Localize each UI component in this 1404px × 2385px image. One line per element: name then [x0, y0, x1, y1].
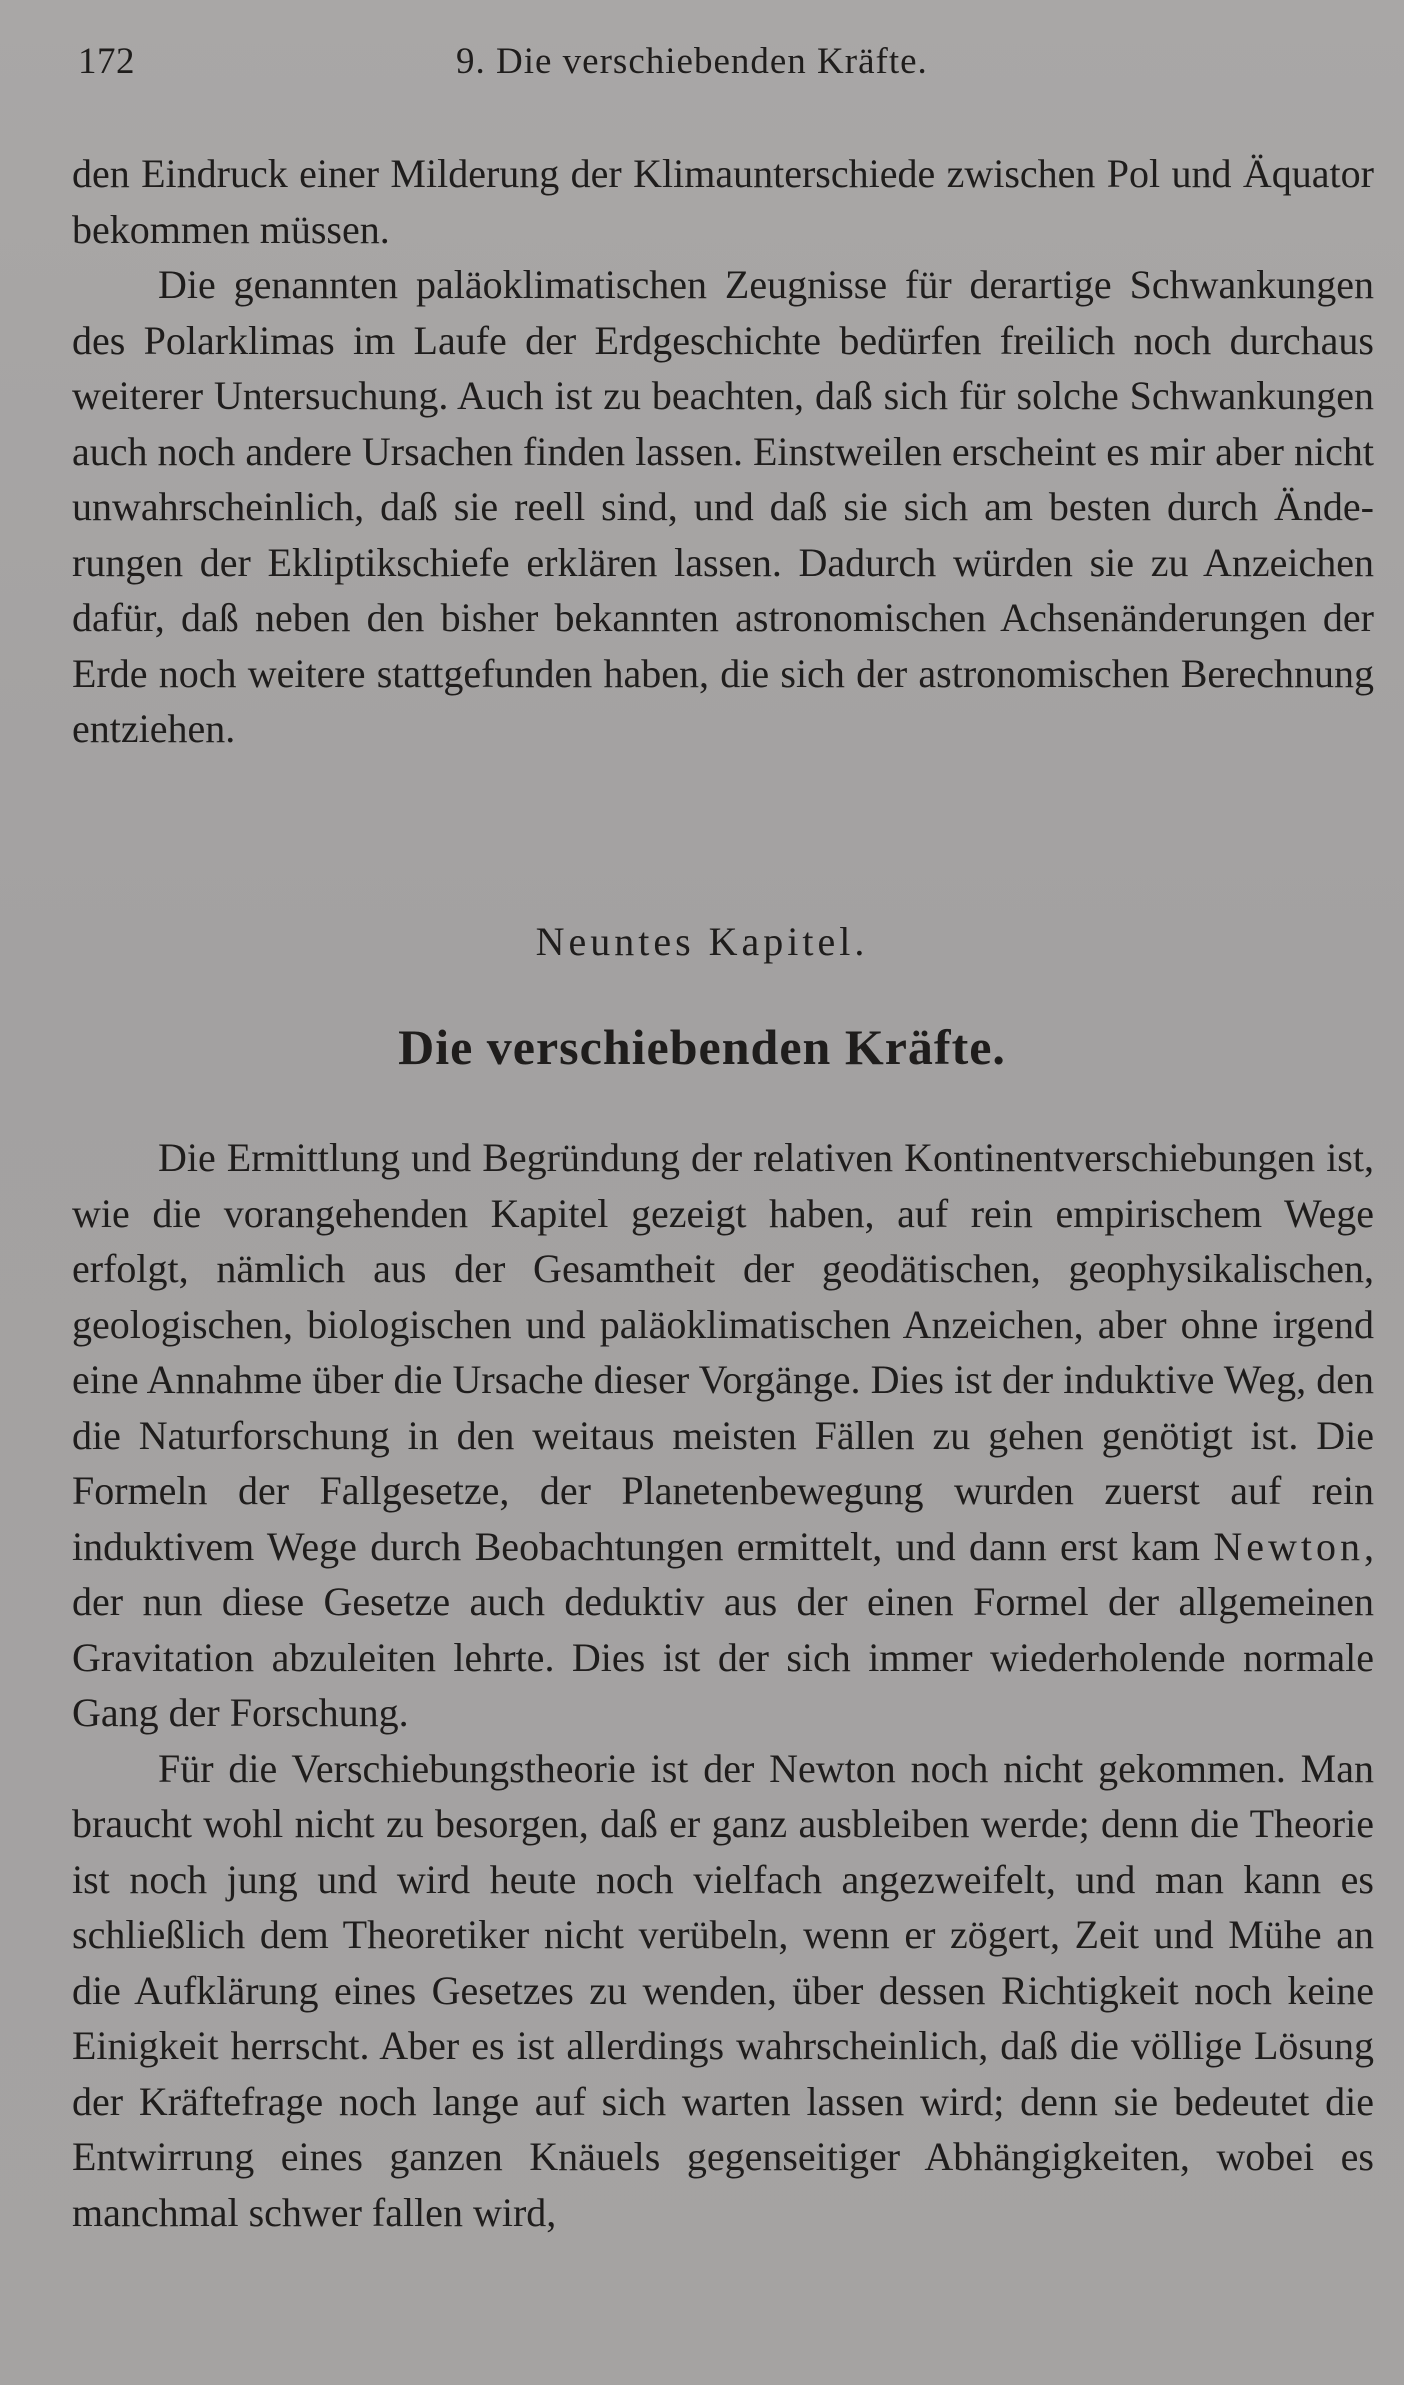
paragraph-text-part-1: Die Ermittlung und Begründung der relativen Kontinentverschiebungen ist, wie die vorangehenden Kapitel gezeigt haben, auf rein empirischem Wege erfolgt, nämlich aus der Gesamtheit der geodätischen, geophysikalischen, geologischen, biologischen und paläoklimatischen Anzeichen, aber ohne irgend eine Annahme über die Ursache dieser Vorgänge. Dies ist der induktive Weg, den die Naturforschung in den weitaus meisten Fällen zu gehen genötigt ist. Die Formeln der Fallgesetze, der Planetenbewegung wurden zuerst auf rein induktivem Wege durch Beobachtungen ermittelt, und dann erst kam — [72, 1135, 1374, 1569]
running-title: 9. Die verschiebenden Kräfte. — [456, 41, 928, 82]
running-head — [78, 40, 1378, 92]
text-block-chapter-nine — [72, 1130, 1374, 2240]
paragraph-empirical-method — [72, 1130, 1374, 1741]
emphasized-name: Newton — [1213, 1523, 1365, 1569]
paragraph-paleoclimate: Die genannten paläoklimatischen Zeugnisse für derartige Schwankungen des Polarklimas im Laufe der Erdgeschichte bedürfen freilich noch durchaus weiterer Untersuchung. Auch ist zu beachten, daß sich für solche Schwankungen auch noch andere Ursachen finden lassen. Einstweilen erscheint es mir aber nicht unwahrscheinlich, daß sie reell sind, und daß sie sich am besten durch Änderungen der Ekliptikschiefe erklären lassen. Dadurch würden sie zu Anzeichen dafür, daß neben den bisher bekannten astronomischen Achsenänderungen der Erde noch weitere stattgefunden haben, die sich der astronomischen Berechnung entziehen. — [72, 262, 1374, 751]
paragraph-displacement-theory: Für die Verschiebungstheorie ist der Newton noch nicht gekommen. Man braucht wohl nicht zu besorgen, daß er ganz ausbleiben werde; denn die Theorie ist noch jung und wird heute noch vielfach angezweifelt, und man kann es schließlich dem Theoretiker nicht verübeln, wenn er zögert, Zeit und Mühe an die Aufklärung eines Gesetzes zu wenden, über dessen Richtigkeit noch keine Einigkeit herrscht. Aber es ist allerdings wahrscheinlich, daß die völlige Lösung der Kräftefrage noch lange auf sich warten lassen wird; denn sie bedeutet die Entwirrung eines ganzen Knäuels gegenseitiger Abhängigkeiten, wobei es manchmal schwer fallen wird, — [72, 1745, 1374, 2235]
paragraph-continuation: den Eindruck einer Milderung der Klimaunterschiede zwischen Pol und Äquator bekommen müssen. — [72, 151, 1374, 252]
chapter-heading: Die verschiebenden Kräfte. — [398, 1019, 1006, 1075]
chapter-number-label: Neuntes Kapitel. — [535, 919, 869, 964]
text-block-previous-chapter — [72, 146, 1374, 757]
paragraph-text-part-2: , der nun diese Gesetze auch deduktiv aus der einen Formel der allgemeinen Gravitation abzuleiten lehrte. Dies ist der sich immer wiederholende normale Gang der Forschung. — [72, 1523, 1375, 1735]
page-number: 172 — [78, 41, 135, 82]
